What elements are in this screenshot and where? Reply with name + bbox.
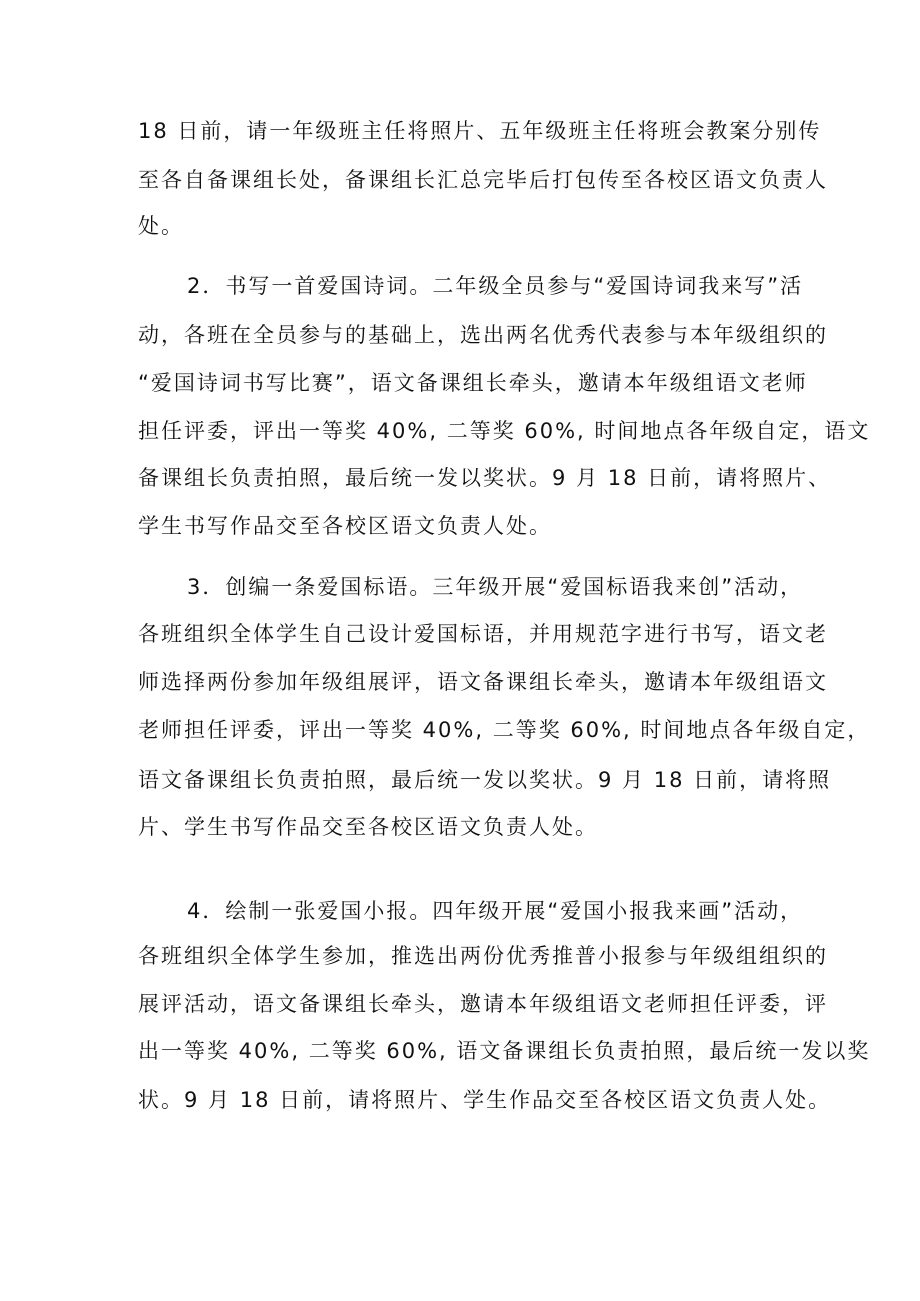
text-line: 18 日前，请一年级班主任将照片、五年级班主任将班会教案分别传: [138, 119, 822, 143]
text-line: 处。: [138, 214, 184, 238]
text-line: 出一等奖 40%, 二等奖 60%, 语文备课组长负责拍照，最后统一发以奖: [138, 1039, 871, 1063]
text-line: 担任评委，评出一等奖 40%, 二等奖 60%, 时间地点各年级自定，语文: [138, 419, 871, 443]
text-line: 状。9 月 18 日前，请将照片、学生作品交至各校区语文负责人处。: [138, 1088, 832, 1112]
text-line: 备课组长负责拍照，最后统一发以奖状。9 月 18 日前，请将照片、: [138, 466, 832, 490]
text-line: 片、学生书写作品交至各校区语文负责人处。: [138, 815, 598, 839]
text-line: 老师担任评委，评出一等奖 40%, 二等奖 60%, 时间地点各年级自定，: [138, 718, 871, 742]
text-line: 展评活动，语文备课组长牵头，邀请本年级组语文老师担任评委，评: [138, 992, 828, 1016]
text-line: 2．书写一首爱国诗词。二年级全员参与“爱国诗词我来写”活: [187, 274, 804, 298]
text-line: 各班组织全体学生自己设计爱国标语，并用规范字进行书写，语文老: [138, 622, 828, 646]
text-line: 3．创编一条爱国标语。三年级开展“爱国标语我来创”活动，: [187, 575, 804, 599]
text-line: 4．绘制一张爱国小报。四年级开展“爱国小报我来画”活动，: [187, 899, 804, 923]
text-line: 动，各班在全员参与的基础上，选出两名优秀代表参与本年级组织的: [138, 323, 828, 347]
text-line: 至各自备课组长处，备课组长汇总完毕后打包传至各校区语文负责人: [138, 168, 828, 192]
text-line: “爱国诗词书写比赛”，语文备课组长牵头，邀请本年级组语文老师: [138, 371, 808, 395]
text-line: 各班组织全体学生参加，推选出两份优秀推普小报参与年级组组织的: [138, 944, 828, 968]
text-line: 师选择两份参加年级组展评，语文备课组长牵头，邀请本年级组语文: [138, 670, 828, 694]
text-line: 学生书写作品交至各校区语文负责人处。: [138, 514, 552, 538]
text-line: 语文备课组长负责拍照，最后统一发以奖状。9 月 18 日前，请将照: [138, 768, 832, 792]
